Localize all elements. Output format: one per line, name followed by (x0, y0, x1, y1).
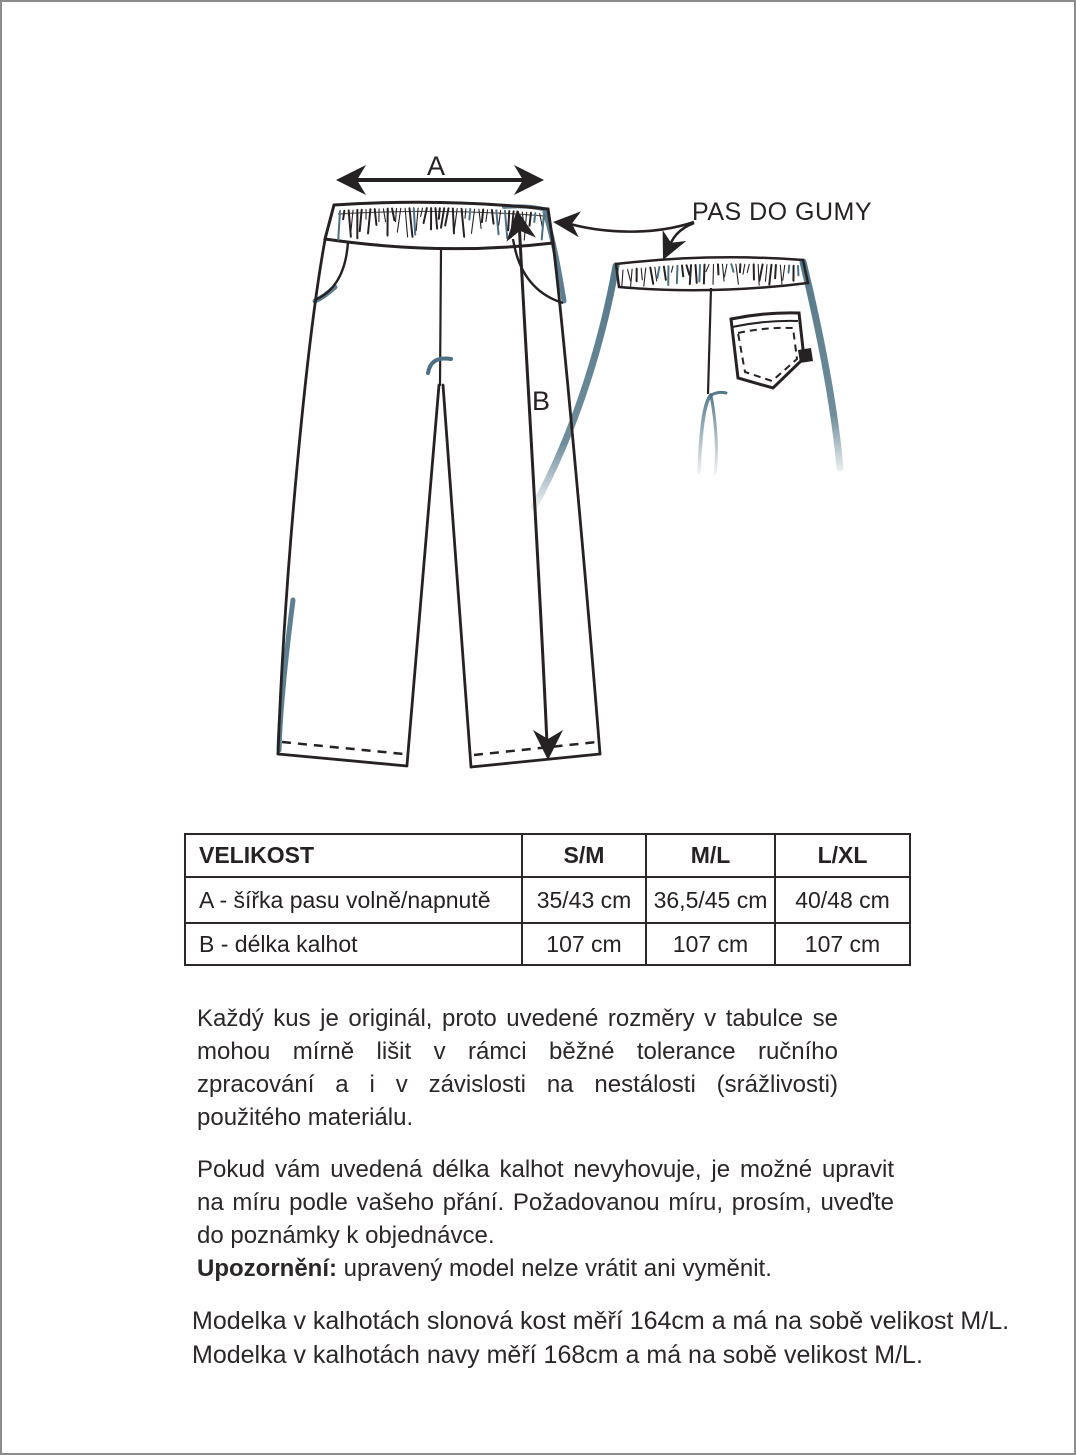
row-a-value-sm: 35/43 cm (522, 877, 646, 923)
back-center-seam (708, 288, 711, 394)
dimension-b-label: B (532, 386, 551, 416)
row-b-value-lxl: 107 cm (775, 923, 910, 965)
warning-label: Upozornění: (197, 1255, 337, 1282)
warning-line (197, 1252, 894, 1285)
back-pocket-tab (798, 348, 813, 363)
row-a-label: A - šířka pasu volně/napnutě (185, 877, 522, 923)
front-outline (278, 240, 600, 767)
model-navy-line: Modelka v kalhotách navy měří 168cm a má na sobě velikost M/L. (192, 1341, 923, 1369)
col-header-ml: M/L (646, 834, 775, 877)
pants-back-view (534, 257, 840, 507)
back-waistband-elastic-hatching (622, 264, 799, 287)
table-row (185, 923, 910, 965)
back-crotch-mark (699, 392, 726, 474)
back-right-seam (803, 262, 840, 468)
back-pocket (731, 313, 813, 388)
model-info (192, 1304, 1009, 1372)
waistband-callout (552, 198, 872, 265)
custom-length-paragraph (197, 1153, 894, 1285)
table-row (185, 877, 910, 923)
dimension-b (502, 208, 563, 760)
model-ivory-line: Modelka v kalhotách slonová kost měří 164cm a má na sobě velikost M/L. (192, 1307, 1010, 1335)
row-b-value-sm: 107 cm (522, 923, 646, 965)
row-a-value-ml: 36,5/45 cm (646, 877, 775, 923)
warning-text: upravený model nelze vrátit ani vyměnit. (343, 1255, 772, 1282)
pants-front-view (278, 202, 600, 767)
col-header-lxl: L/XL (775, 834, 910, 877)
col-header-velikost: VELIKOST (185, 834, 522, 877)
tolerance-text: Každý kus je originál, proto uvedené rozměry v tabulce se mohou mírně lišit v rámci běžné tolerance ručního zpracování a i v závislosti na nestálosti (srážlivosti) použitého materiálu. (197, 1005, 838, 1131)
pants-technical-drawing (2, 2, 1076, 822)
row-b-value-ml: 107 cm (646, 923, 775, 965)
dimension-a (336, 151, 544, 195)
table-header-row (185, 834, 910, 877)
col-header-sm: S/M (522, 834, 646, 877)
size-table (184, 833, 911, 966)
tolerance-paragraph (197, 1002, 838, 1134)
custom-length-text: Pokud vám uvedená délka kalhot nevyhovuje, je možné upravit na míru podle vašeho přání. Požadovanou míru, prosím, uveďte do poznámky k objednávce. (197, 1156, 894, 1249)
waistband-callout-label: PAS DO GUMY (692, 198, 873, 226)
callout-arrowhead-left-icon (552, 209, 581, 237)
row-a-value-lxl: 40/48 cm (775, 877, 910, 923)
row-b-label: B - délka kalhot (185, 923, 522, 965)
dimension-a-label: A (426, 151, 446, 181)
